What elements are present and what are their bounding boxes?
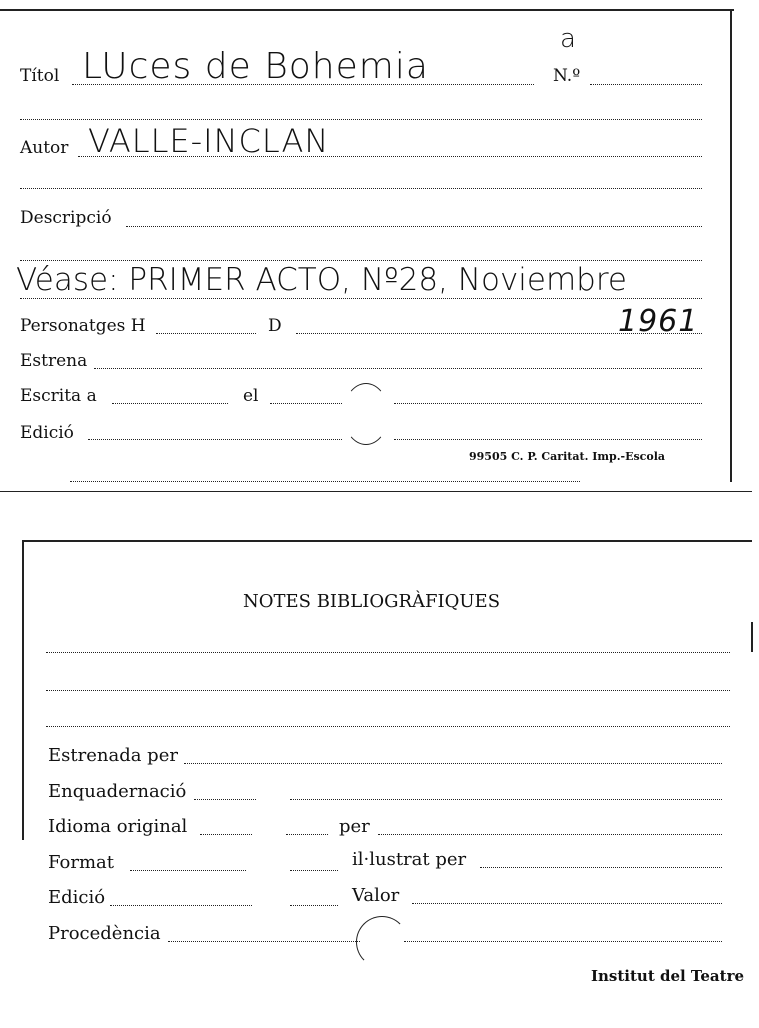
num-line: [590, 84, 702, 85]
estrena-line: [94, 368, 702, 369]
notes-heading: NOTES BIBLIOGRÀFIQUES: [243, 591, 501, 612]
handwritten-mark: a: [560, 24, 577, 54]
titol-line-2: [20, 119, 702, 120]
procedencia-line-2: [404, 941, 722, 942]
year-value: 1961: [618, 304, 699, 339]
valor-line: [412, 903, 722, 904]
card2-left-edge: [22, 540, 24, 840]
publisher-credit: Institut del Teatre: [591, 967, 745, 985]
autor-line-2: [20, 188, 702, 189]
enquadernacio-line-2: [290, 799, 722, 800]
card1-footer-trace: [70, 481, 580, 482]
notes-line-1: [46, 652, 730, 653]
stamp-circle-2: [356, 916, 408, 968]
titol-label: Títol: [20, 66, 60, 86]
edicio2-line: [110, 905, 252, 906]
titol-line: [72, 84, 534, 85]
estrenada-line: [184, 763, 722, 764]
autor-value: VALLE-INCLAN: [88, 122, 330, 160]
escrita-el-label: el: [243, 386, 259, 406]
edicio-label: Edició: [20, 423, 74, 443]
card2-top-edge: [22, 540, 752, 542]
escrita-a-line: [112, 403, 228, 404]
idioma-line: [200, 834, 252, 835]
format-line-2: [290, 870, 338, 871]
notes-line-3: [46, 726, 730, 727]
enquadernacio-line: [194, 799, 256, 800]
escrita-label: Escrita a: [20, 386, 97, 406]
personatges-h-line: [156, 333, 256, 334]
autor-line: [78, 156, 702, 157]
procedencia-label: Procedència: [48, 923, 161, 944]
format-line: [130, 870, 246, 871]
idioma-per-line: [378, 834, 722, 835]
card2-right-mark: [751, 622, 753, 652]
estrenada-label: Estrenada per: [48, 745, 178, 766]
edicio-line: [88, 439, 342, 440]
annotation-text: Véase: PRIMER ACTO, Nº28, Noviembre: [16, 262, 627, 298]
edicio2-label: Edició: [48, 887, 106, 908]
personatges-label: Personatges H: [20, 316, 146, 336]
card1-right-edge: [730, 10, 732, 482]
idioma-label: Idioma original: [48, 816, 188, 837]
printer-credit: 99505 C. P. Caritat. Imp.-Escola: [469, 450, 666, 463]
descripcio-line-2: [20, 260, 702, 261]
enquadernacio-label: Enquadernació: [48, 781, 187, 802]
valor-label: Valor: [352, 885, 400, 906]
card1-bottom-edge: [0, 491, 752, 492]
titol-value: LUces de Bohemia: [82, 46, 429, 87]
personatges-d-label: D: [268, 316, 282, 336]
num-label: N.º: [553, 66, 581, 86]
autor-label: Autor: [20, 138, 69, 158]
escrita-el-line: [270, 403, 342, 404]
stamp-circle-1: [343, 383, 389, 445]
edicio-line-2: [394, 439, 702, 440]
idioma-line-2: [286, 834, 328, 835]
card1-top-edge: [0, 9, 734, 11]
idioma-per-label: per: [339, 816, 370, 837]
annotation-line: [20, 298, 702, 299]
estrena-label: Estrena: [20, 351, 88, 371]
descripcio-line: [126, 226, 702, 227]
procedencia-line: [168, 941, 360, 942]
format-label: Format: [48, 852, 114, 873]
notes-line-2: [46, 690, 730, 691]
edicio2-line-2: [290, 905, 338, 906]
descripcio-label: Descripció: [20, 208, 112, 228]
illustrat-label: il·lustrat per: [352, 849, 467, 870]
escrita-line-2: [394, 403, 702, 404]
illustrat-line: [480, 867, 722, 868]
